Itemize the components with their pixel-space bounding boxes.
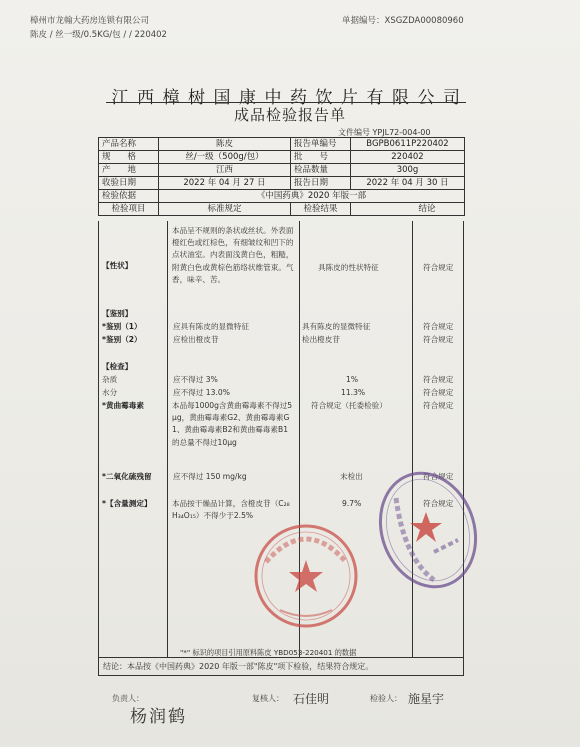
quality-dept-stamp — [374, 468, 482, 596]
conclusion-so2: 符合规定 — [423, 472, 454, 481]
label-spec: 规 格 — [99, 151, 159, 164]
standard-zazhi: 应不得过 3% — [173, 375, 218, 384]
company-underline — [106, 102, 466, 103]
label-qty: 检品数量 — [291, 164, 351, 177]
standard-jianbie-1: 应具有陈皮的显微特征 — [173, 322, 249, 331]
result-aflatoxin: 符合规定（托委检验） — [311, 401, 387, 410]
item-hanliang: *【含量测定】 — [102, 499, 152, 508]
charge-signature: 杨润鹤 — [130, 707, 187, 727]
label-product-name: 产品名称 — [99, 138, 159, 151]
item-jianbie-2: *鉴别（2） — [102, 335, 142, 344]
standard-hanliang: 本品按干燥品计算，含橙皮苷（C₂₈H₃₄O₁₅）不得少于2.5% — [172, 499, 290, 521]
col-conclusion: 结论 — [351, 203, 465, 216]
col-result: 检验结果 — [291, 203, 351, 216]
product-name: 陈皮 — [159, 138, 291, 151]
company-name: 江西樟树国康中药饮片有限公司 — [111, 88, 469, 108]
spec: 丝/一级（500g/包） — [159, 151, 291, 164]
conclusion-zazhi: 符合规定 — [423, 375, 454, 384]
result-xingzhuang: 具陈皮的性状特征 — [318, 263, 379, 272]
standard-shuifen: 应不得过 13.0% — [173, 388, 230, 397]
result-shuifen: 11.3% — [341, 388, 366, 397]
header-product-line: 陈皮 / 丝一级/0.5KG/包 / / 220402 — [30, 30, 167, 40]
result-hanliang: 9.7% — [342, 499, 362, 508]
label-basis: 检验依据 — [99, 190, 159, 203]
charge-label: 负责人： — [112, 694, 144, 703]
standard-so2: 应不得过 150 mg/kg — [173, 472, 247, 481]
review-signature: 石佳明 — [293, 692, 330, 706]
report-date: 2022 年 04 月 30 日 — [351, 177, 465, 190]
receipt-number: 单据编号：XSGZDA00080960 — [342, 16, 464, 26]
header-company: 樟州市龙翰大药房连锁有限公司 — [30, 16, 150, 26]
footnote: "*" 标识的项目引用原料陈皮 YBD053-220401 的数据 — [180, 648, 357, 657]
col-item: 检验项目 — [99, 203, 159, 216]
basis: 《中国药典》2020 年版一部 — [159, 190, 465, 203]
item-aflatoxin: *黄曲霉毒素 — [102, 401, 144, 410]
conclusion-xingzhuang: 符合规定 — [423, 263, 454, 272]
item-so2: *二氧化硫残留 — [102, 472, 152, 481]
heading-jianbie: 【鉴别】 — [102, 309, 133, 318]
standard-xingzhuang: 本品呈不规则的条状或丝状。外表面橙红色或红棕色，有细皱纹和凹下的点状油室。内表面浅黄白色，粗糙，附黄白色或黄棕色筋络状维管束。气香，味辛、苦。 — [172, 226, 294, 284]
review-label: 复核人： — [252, 694, 284, 703]
conclusion-hanliang: 符合规定 — [423, 499, 454, 508]
item-shuifen: 水分 — [102, 388, 118, 397]
batch: 220402 — [351, 151, 465, 164]
inspector-label: 检验人： — [370, 694, 402, 703]
result-so2: 未检出 — [340, 472, 363, 481]
item-zazhi: 杂质 — [102, 375, 118, 384]
label-batch: 批 号 — [291, 151, 351, 164]
label-origin: 产 地 — [99, 164, 159, 177]
label-receive-date: 收验日期 — [99, 177, 159, 190]
conclusion-jianbie-1: 符合规定 — [423, 322, 454, 331]
origin: 江西 — [159, 164, 291, 177]
result-jianbie-1: 具有陈皮的显微特征 — [302, 322, 371, 331]
info-table — [98, 137, 465, 216]
conclusion-aflatoxin: 符合规定 — [423, 401, 454, 410]
standard-aflatoxin: 本品每1000g含黄曲霉毒素不得过5μg，黄曲霉毒素G2、黄曲霉毒素G1、黄曲霉毒素B2和黄曲霉毒素B1的总量不得过10μg — [172, 401, 293, 447]
conclusion-shuifen: 符合规定 — [423, 388, 454, 397]
receive-date: 2022 年 04 月 27 日 — [159, 177, 291, 190]
standard-jianbie-2: 应检出橙皮苷 — [173, 335, 219, 344]
quality-stamp-red — [252, 522, 360, 630]
document-number: 文件编号 YPJL72-004-00 — [338, 128, 431, 137]
result-zazhi: 1% — [346, 375, 359, 384]
qty: 300g — [351, 164, 465, 177]
report-no: BGPB0611P220402 — [351, 138, 465, 151]
col-standard: 标准规定 — [159, 203, 291, 216]
label-report-no: 报告单编号 — [291, 138, 351, 151]
report-title: 成品检验报告单 — [233, 106, 346, 124]
result-jianbie-2: 检出橙皮苷 — [302, 335, 340, 344]
heading-jiancha: 【检查】 — [102, 362, 133, 371]
label-report-date: 报告日期 — [291, 177, 351, 190]
conclusion-jianbie-2: 符合规定 — [423, 335, 454, 344]
item-xingzhuang: 【性状】 — [102, 261, 133, 270]
divider-1 — [167, 221, 168, 658]
item-jianbie-1: *鉴别（1） — [102, 322, 142, 331]
conclusion-line: 结论：本品按《中国药典》2020 年版一部"陈皮"项下检验，结果符合规定。 — [98, 658, 464, 676]
inspector-signature: 施星宇 — [408, 692, 445, 706]
